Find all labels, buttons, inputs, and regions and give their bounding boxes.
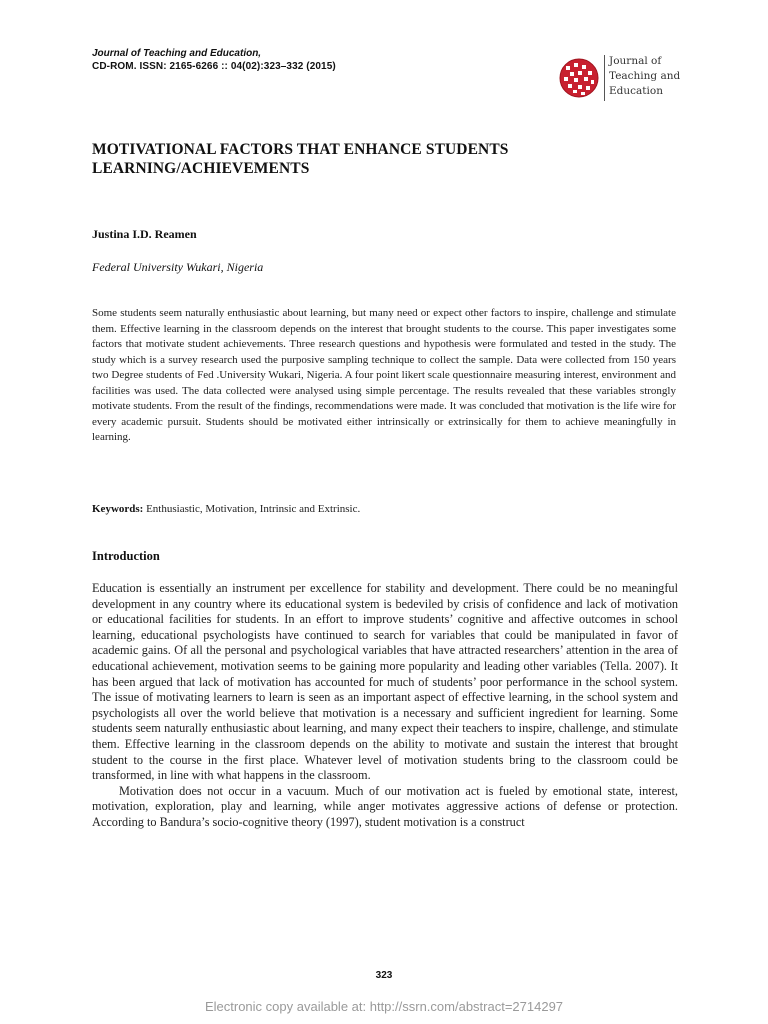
journal-name: Journal of Teaching and Education,: [92, 48, 262, 59]
section-heading-introduction: Introduction: [92, 549, 160, 563]
globe-icon: [558, 57, 600, 99]
journal-logo: [558, 55, 688, 103]
keywords-text: Enthusiastic, Motivation, Intrinsic and Extrinsic.: [143, 503, 361, 515]
journal-header: [92, 47, 336, 73]
paper-title: MOTIVATIONAL FACTORS THAT ENHANCE STUDENTS LEARNING/ACHIEVEMENTS: [92, 141, 509, 177]
author-name: Justina I.D. Reamen: [92, 227, 197, 241]
keywords: [92, 503, 676, 515]
author-affiliation: Federal University Wukari, Nigeria: [92, 260, 264, 274]
ssrn-watermark[interactable]: [0, 999, 768, 1014]
paragraph: Education is essentially an instrument per excellence for stability and development. There could be no meaningful development in any country where its educational system is bedeviled by crisis of confidence and lack of motivation or educational facilities for students. In an effort to improve students’ cognitive and affective outcomes in school learning, educational psychologists have continued to search for variables that could be manipulated in favor of academic gains. Of all the personal and psychological variables that have attracted researchers’ attention in the area of educational achievement, motivation seems to be gaining more popularity and leading other variables (Tella. 2007). It has been argued that lack of motivation has accounted for much of students’ poor performance in the school system. The issue of motivating learners to learn is seen as an important aspect of effective learning, in the school system and psychologists all over the world believe that motivation is a necessary and sufficient ingredient for learning. Some students seem naturally enthusiastic about learning, and many expect their teachers to inspire, challenge, and stimulate them. Effective learning in the classroom depends on the ability to motivate and sustain the interest that brought student to the course in the first place. Whatever level of motivation students bring to the classroom could be transformed, in line with what happens in the classroom.: [92, 581, 678, 783]
introduction-body: [92, 581, 678, 831]
page-number: 323: [375, 970, 393, 981]
journal-issn: CD-ROM. ISSN: 2165-6266 :: 04(02):323–332 (2015): [92, 61, 336, 72]
keywords-label: Keywords:: [92, 503, 144, 515]
logo-divider: [604, 55, 605, 101]
logo-text: Journal of Teaching and Education: [609, 55, 681, 97]
watermark-link[interactable]: Electronic copy available at: http://ssrn.com/abstract=2714297: [204, 999, 564, 1014]
abstract: Some students seem naturally enthusiastic about learning, but many need or expect other factors to inspire, challenge and stimulate them. Effective learning in the classroom depends on the interest that brought students to the course. This paper investigates some factors that motivate student achievements. Three research questions and hypothesis were formulated and tested in the study. The study which is a survey research used the purposive sampling technique to collect the sample. Data were collected from 150 years two Degree students of Fed .University Wukari, Nigeria. A four point likert scale questionnaire measuring interest, environment and facilities was used. The data collected were analysed using simple percentage. The results revealed that these variables strongly motivate students. From the result of the findings, recommendations were made. It was concluded that motivation is the life wire for every academic pursuit. Students should be motivated either intrinsically or extrinsically for them to achieve meaningfully in learning.: [92, 307, 676, 443]
paragraph: Motivation does not occur in a vacuum. Much of our motivation act is fueled by emotional state, interest, motivation, exploration, play and learning, while anger motivates aggressive actions of defense or protection. According to Bandura’s socio-cognitive theory (1997), student motivation is a construct: [92, 783, 678, 829]
